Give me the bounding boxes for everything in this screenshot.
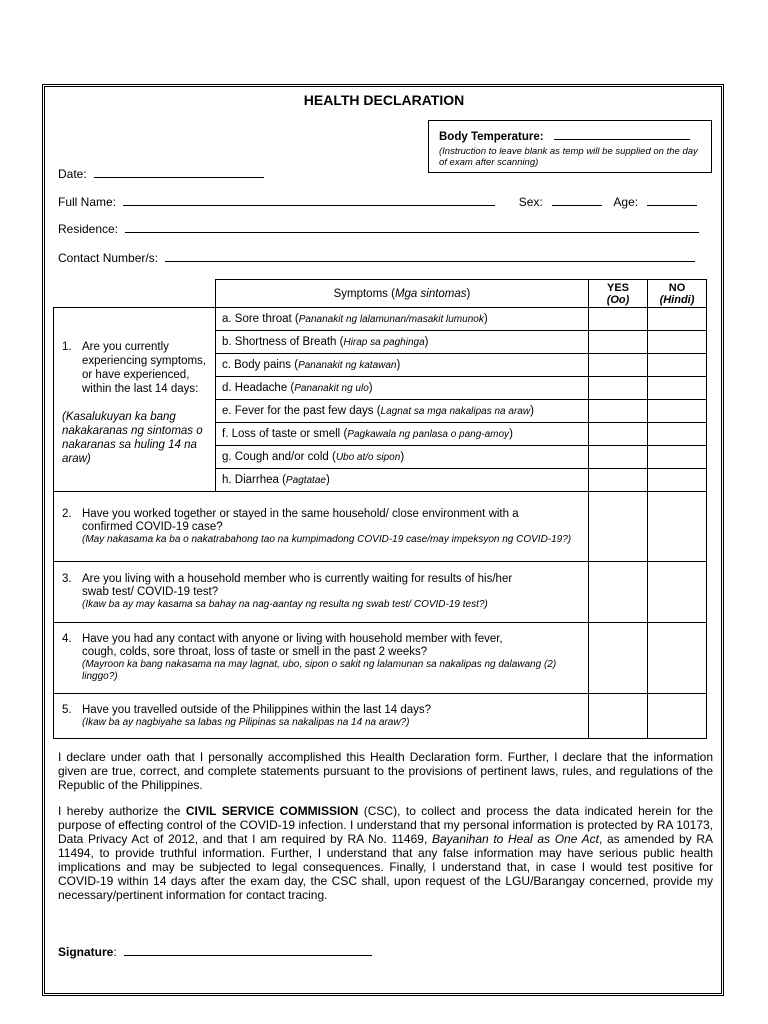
date-row [58, 167, 264, 181]
yes-tr: (Oo) [606, 293, 630, 306]
yes-checkbox[interactable] [589, 308, 648, 331]
age-field[interactable] [647, 195, 697, 206]
question-translation: (Mayroon ka bang nakasama na may lagnat, ubo, sipon o sakit ng lalamunan sa nakalipas ng dalawang (2) linggo?) [82, 659, 557, 682]
question-1 [54, 308, 216, 492]
no-checkbox[interactable] [648, 308, 707, 331]
yes-label: YES [606, 281, 629, 294]
yes-checkbox[interactable] [589, 331, 648, 354]
yes-checkbox[interactable] [589, 400, 648, 423]
body-temperature-row [439, 127, 703, 145]
blank-header [54, 280, 216, 308]
no-checkbox[interactable] [648, 469, 707, 492]
symptom-label: c. Body pains [222, 358, 292, 371]
symptom-e: e. Fever for the past few days (Lagnat sa mga nakalipas na araw) [216, 400, 589, 423]
yes-checkbox[interactable] [589, 377, 648, 400]
yes-checkbox[interactable] [589, 354, 648, 377]
question-row [54, 623, 707, 694]
symptom-label: g. Cough and/or cold [222, 450, 329, 463]
question-1-text: Are you currently experiencing symptoms, or have experienced, within the last 14 days: [82, 341, 206, 395]
no-checkbox[interactable] [648, 377, 707, 400]
symptom-translation: Pagtatae [285, 474, 326, 486]
no-checkbox[interactable] [648, 446, 707, 469]
name-row [58, 195, 708, 209]
yes-checkbox[interactable] [589, 623, 648, 694]
no-tr: (Hindi) [659, 293, 695, 306]
form-title: HEALTH DECLARATION [303, 92, 465, 108]
symptom-d: d. Headache (Pananakit ng ulo) [216, 377, 589, 400]
authorization-paragraph [58, 804, 713, 902]
age-label: Age: [613, 195, 639, 209]
question-text-cont: cough, colds, sore throat, loss of taste or smell in the past 2 weeks? [82, 646, 428, 658]
question-2 [54, 492, 589, 562]
contact-row [58, 251, 695, 265]
question-text-cont: swab test/ COVID-19 test? [82, 586, 219, 598]
no-checkbox[interactable] [648, 694, 707, 739]
symptom-f: f. Loss of taste or smell (Pagkawala ng panlasa o pang-amoy) [216, 423, 589, 446]
yes-checkbox[interactable] [589, 446, 648, 469]
question-number: 3. [62, 573, 72, 585]
full-name-field[interactable] [123, 195, 495, 206]
symptoms-table [53, 279, 707, 739]
yes-checkbox[interactable] [589, 423, 648, 446]
yes-checkbox[interactable] [589, 562, 648, 623]
contact-field[interactable] [165, 251, 695, 262]
symptom-label: f. Loss of taste or smell [222, 427, 341, 440]
no-checkbox[interactable] [648, 400, 707, 423]
question-text: Are you living with a household member who is currently waiting for results of his/her [82, 573, 513, 585]
body-temperature-line[interactable] [554, 129, 690, 140]
symptom-translation: Pananakit ng lalamunan/masakit lumunok [298, 313, 484, 325]
no-checkbox[interactable] [648, 331, 707, 354]
question-text: Have you worked together or stayed in the same household/ close environment with a [82, 507, 519, 520]
authorization-act: Bayanihan to Heal as One Act [431, 832, 599, 846]
symptoms-header-text: Symptoms [333, 287, 388, 300]
yes-checkbox[interactable] [589, 492, 648, 562]
signature-label: Signature [58, 945, 114, 959]
symptom-label: d. Headache [222, 381, 288, 394]
symptom-label: a. Sore throat [222, 312, 292, 325]
symptoms-header: Symptoms (Mga sintomas) [216, 280, 589, 308]
signature-row [58, 945, 372, 959]
no-header [648, 280, 707, 308]
question-translation: (May nakasama ka ba o nakatrabahong tao na kumpimadong COVID-19 case/may impeksyon ng COVID-19?) [82, 533, 572, 545]
question-text-cont: confirmed COVID-19 case? [82, 520, 223, 533]
contact-label: Contact Number/s: [58, 251, 159, 265]
symptom-g: g. Cough and/or cold (Ubo at/o sipon) [216, 446, 589, 469]
symptom-translation: Pananakit ng katawan [298, 359, 397, 371]
signature-field[interactable] [124, 945, 372, 956]
full-name-label: Full Name: [58, 195, 117, 209]
no-checkbox[interactable] [648, 354, 707, 377]
question-1-translation: (Kasalukuyan ka bang nakakaranas ng sintomas o nakaranas sa huling 14 na araw) [62, 411, 203, 465]
question-3 [54, 562, 589, 623]
question-number: 4. [62, 633, 72, 645]
symptom-label: e. Fever for the past few days [222, 404, 374, 417]
declaration-paragraph: I declare under oath that I personally accomplished this Health Declaration form. Further, I declare that the information given are true, correct, and complete statements pursuant to the provisions of pertinent laws, rules, and regulations of the Republic of the Philippines. [58, 750, 713, 792]
date-label: Date: [58, 167, 87, 181]
symptom-h: h. Diarrhea (Pagtatae) [216, 469, 589, 492]
signature-colon: : [113, 945, 117, 959]
question-text: Have you travelled outside of the Philippines within the last 14 days? [82, 703, 432, 716]
no-checkbox[interactable] [648, 423, 707, 446]
body-temperature-label: Body Temperature: [439, 131, 544, 143]
question-1-number: 1. [62, 341, 72, 353]
authorization-pre: I hereby authorize the [58, 804, 186, 818]
no-checkbox[interactable] [648, 623, 707, 694]
no-checkbox[interactable] [648, 562, 707, 623]
symptom-translation: Pananakit ng ulo [294, 382, 369, 394]
question-number: 2. [62, 507, 72, 520]
question-row [54, 562, 707, 623]
residence-field[interactable] [125, 222, 699, 233]
question-number: 5. [62, 703, 72, 716]
sex-field[interactable] [552, 195, 602, 206]
no-checkbox[interactable] [648, 492, 707, 562]
symptom-label: h. Diarrhea [222, 473, 279, 486]
yes-header [589, 280, 648, 308]
symptom-label: b. Shortness of Breath [222, 335, 337, 348]
body-temperature-note: (Instruction to leave blank as temp will be supplied on the day of exam after scanning) [439, 146, 698, 168]
symptom-translation: Pagkawala ng panlasa o pang-amoy [347, 428, 510, 440]
symptom-b: b. Shortness of Breath (Hirap sa paghinga) [216, 331, 589, 354]
symptom-translation: Hirap sa paghinga [343, 336, 425, 348]
question-translation: (Ikaw ba ay nagbiyahe sa labas ng Pilipinas sa nakalipas na 14 na araw?) [82, 716, 410, 728]
residence-row [58, 222, 699, 236]
table-header-row [54, 280, 707, 308]
yes-checkbox[interactable] [589, 469, 648, 492]
yes-checkbox[interactable] [589, 694, 648, 739]
question-translation: (Ikaw ba ay may kasama sa bahay na nag-aantay ng resulta ng swab test/ COVID-19 test?) [82, 599, 488, 610]
question-text: Have you had any contact with anyone or living with household member with fever, [82, 633, 503, 645]
sex-label: Sex: [518, 195, 543, 209]
question-row [54, 694, 707, 739]
authorization-post: , as amended by RA 11494, to provide truthful information. Further, I understand that any false information may have serious public health implications and may be subjected to legal consequences. Finally, I understand that, in case I would test positive for COVID-19 within 14 days after the exam day, the CSC shall, upon request of the LGU/Barangay concerned, provide my necessary/pertinent information for contact tracing. [58, 832, 714, 902]
symptom-translation: Lagnat sa mga nakalipas na araw [380, 405, 531, 417]
symptom-c: c. Body pains (Pananakit ng katawan) [216, 354, 589, 377]
body-temperature-box [428, 120, 712, 173]
symptoms-header-tr: Mga sintomas [394, 287, 467, 300]
symptom-row [54, 308, 707, 331]
question-row [54, 492, 707, 562]
authorization-mid: (CSC), to collect and process the data indicated herein for the purpose of effecting control of the COVID-19 infection. I understand that my personal information is protected by RA 10173, Data Privacy Act of 2012, and that I am required by RA No. 11469, [58, 804, 713, 846]
symptom-a: a. Sore throat (Pananakit ng lalamunan/masakit lumunok) [216, 308, 589, 331]
residence-label: Residence: [58, 222, 119, 236]
question-4 [54, 623, 589, 694]
authorization-csc: CIVIL SERVICE COMMISSION [185, 804, 359, 818]
no-label: NO [668, 281, 686, 294]
question-5 [54, 694, 589, 739]
symptom-translation: Ubo at/o sipon [335, 451, 401, 463]
date-field[interactable] [94, 167, 264, 178]
question-1-body [62, 340, 207, 396]
